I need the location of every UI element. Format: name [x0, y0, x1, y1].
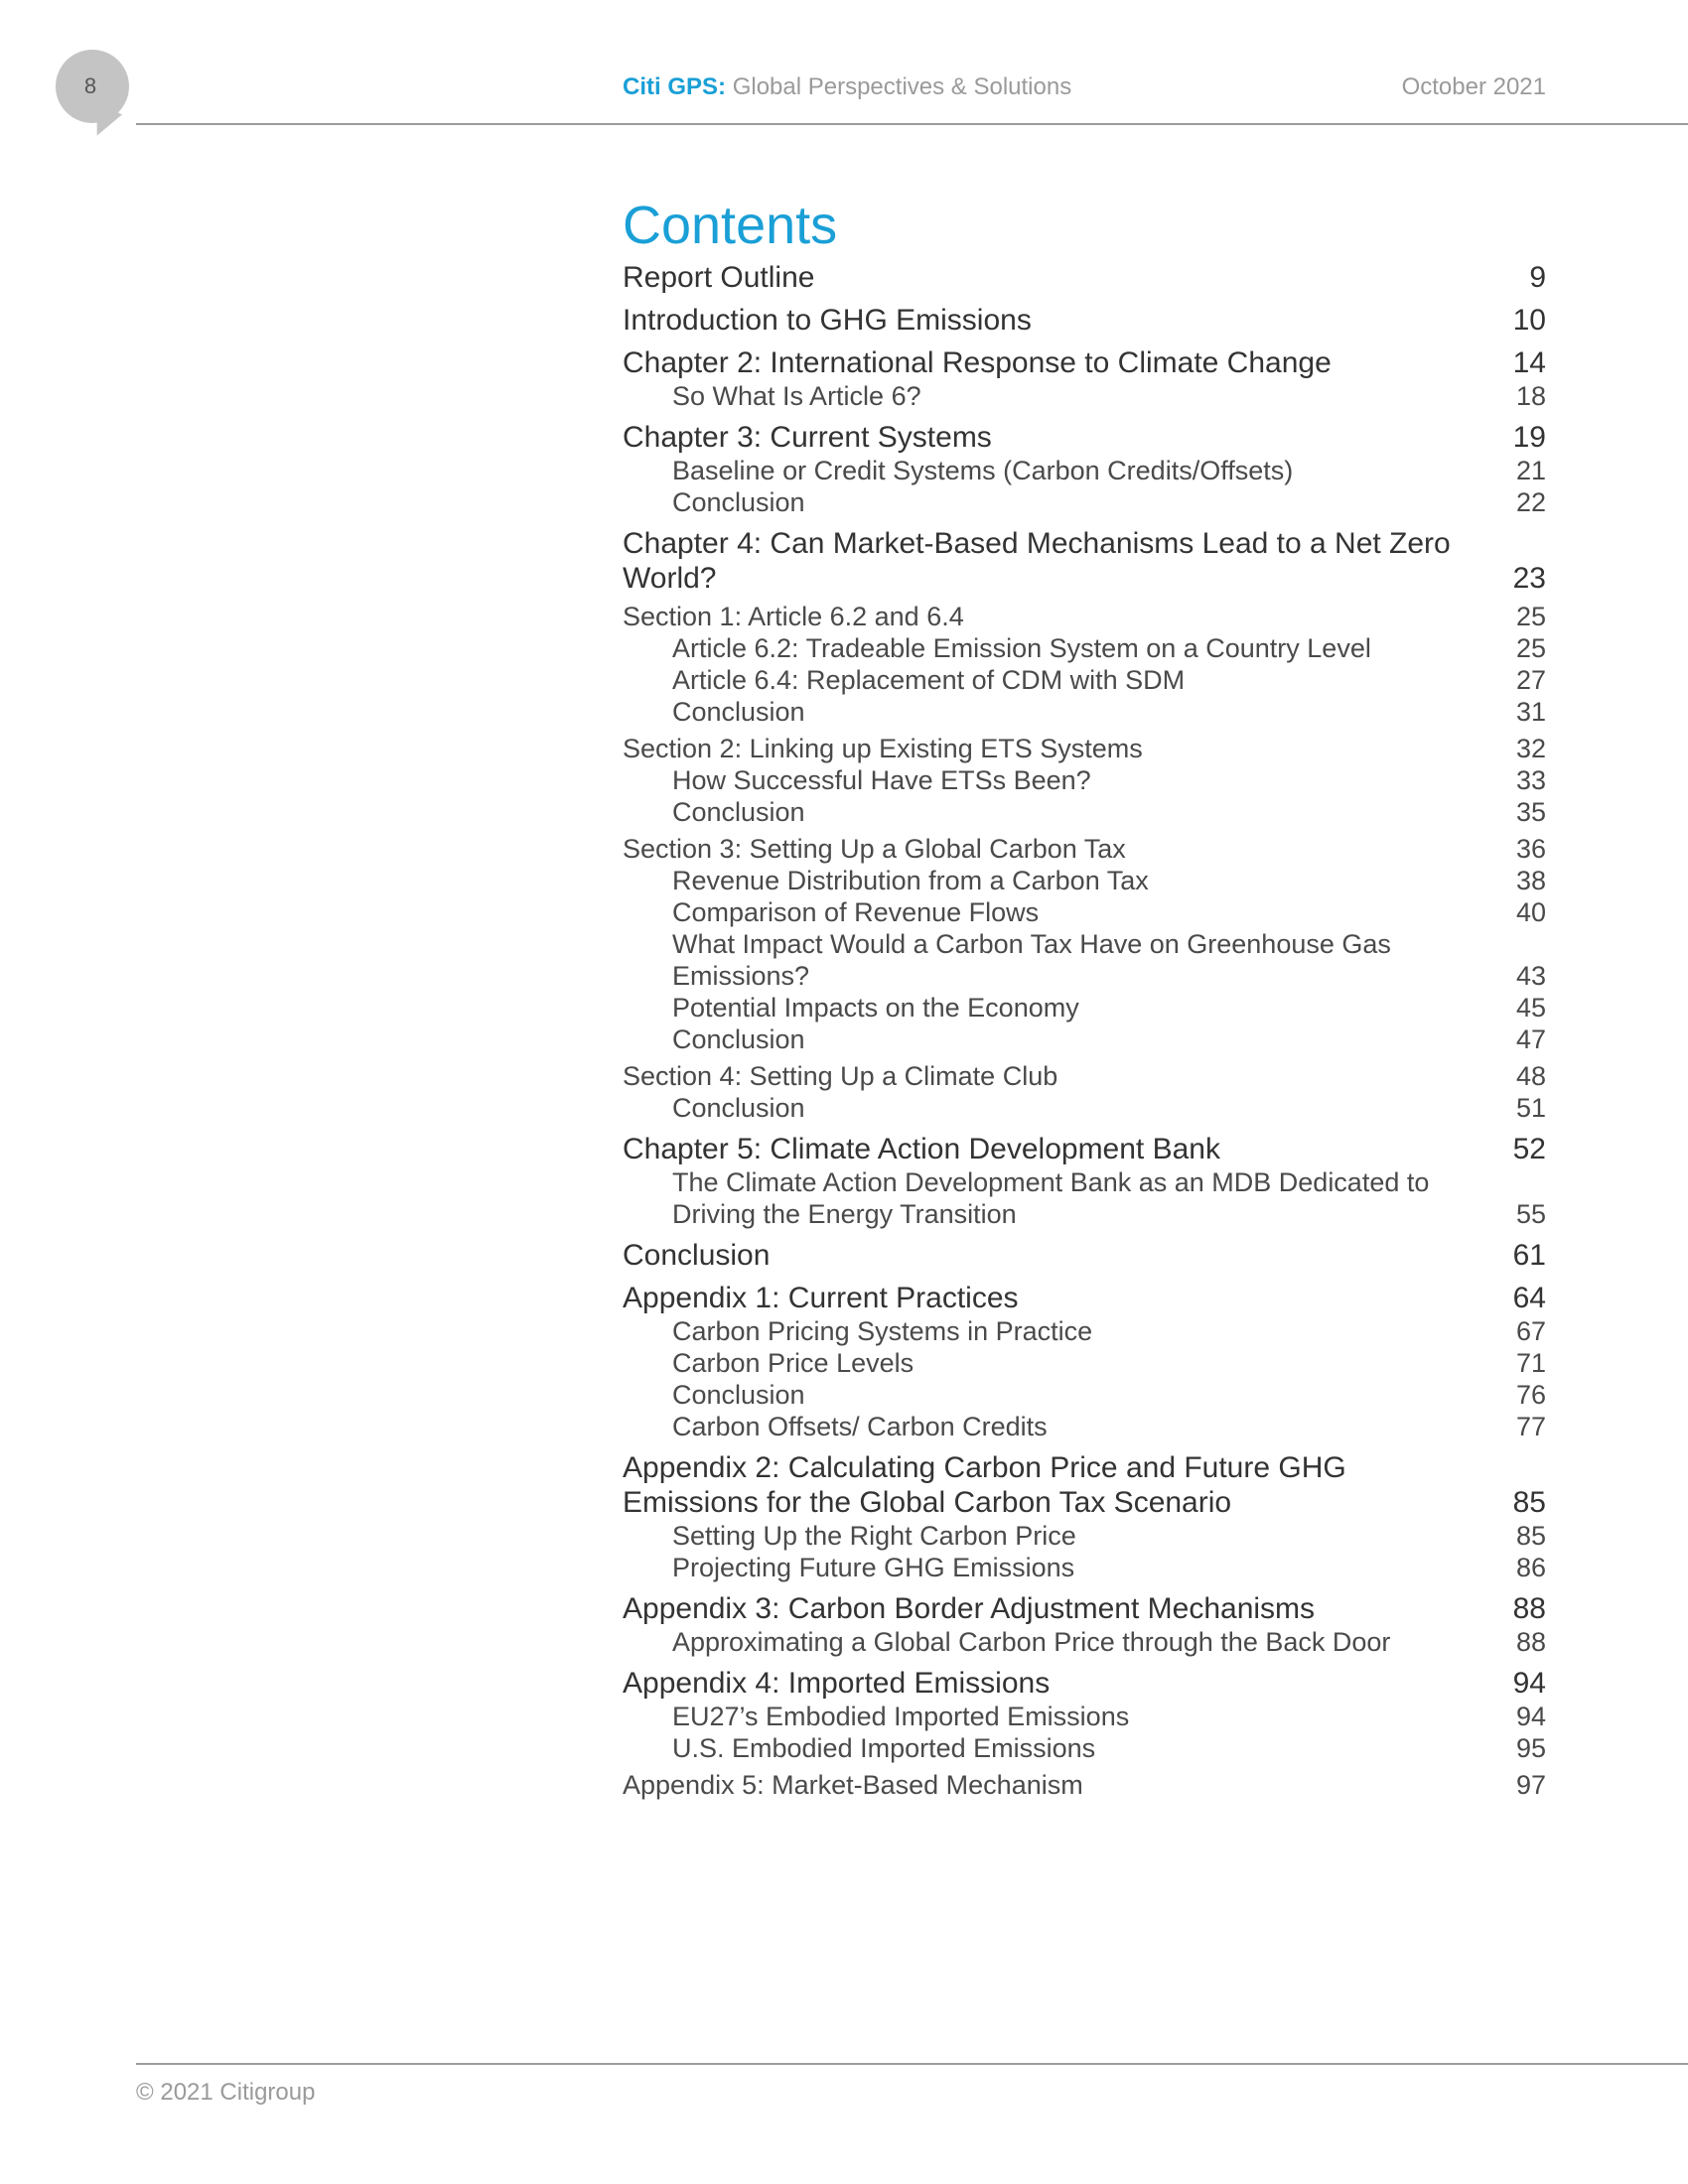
toc-entry-page: 47 — [1515, 1024, 1546, 1054]
toc-entry-title: Introduction to GHG Emissions — [623, 304, 1032, 337]
toc-entry-page: 38 — [1515, 866, 1546, 895]
toc-entry-page: 36 — [1515, 834, 1546, 864]
toc-entry-title: Chapter 5: Climate Action Development Bank — [623, 1133, 1220, 1165]
toc-entry-page: 9 — [1529, 261, 1546, 294]
toc-entry-title: Projecting Future GHG Emissions — [672, 1553, 1075, 1582]
footer-copyright: © 2021 Citigroup — [136, 2079, 316, 2106]
toc-entry[interactable] — [623, 1701, 1546, 1732]
toc-entry[interactable] — [623, 865, 1546, 896]
toc-entry-page: 51 — [1515, 1093, 1546, 1123]
toc-entry-page: 95 — [1515, 1733, 1546, 1763]
contents-title: Contents — [623, 196, 838, 255]
toc-entry-page: 32 — [1515, 734, 1546, 763]
toc-entry-title: Conclusion — [672, 1093, 805, 1123]
toc-entry-page: 67 — [1515, 1316, 1546, 1346]
header-date: October 2021 — [1401, 73, 1546, 100]
toc-entry-title: Chapter 2: International Response to Climate Change — [623, 346, 1332, 379]
toc-entry-title: Article 6.2: Tradeable Emission System on a Country Level — [672, 633, 1371, 663]
toc-entry-title: Conclusion — [672, 797, 805, 827]
toc-entry-title: Approximating a Global Carbon Price through the Back Door — [672, 1627, 1391, 1657]
toc-entry-title: Conclusion — [623, 1239, 771, 1272]
toc-entry[interactable] — [623, 664, 1546, 696]
toc-entry-title: Section 4: Setting Up a Climate Club — [623, 1061, 1058, 1091]
toc-entry[interactable] — [623, 380, 1546, 412]
toc-entry[interactable] — [623, 1347, 1546, 1379]
toc-entry[interactable] — [623, 1060, 1546, 1092]
toc-entry-page: 21 — [1515, 456, 1546, 485]
toc-entry[interactable] — [623, 455, 1546, 486]
toc-entry-title: U.S. Embodied Imported Emissions — [672, 1733, 1096, 1763]
toc-entry-page: 94 — [1515, 1702, 1546, 1731]
toc-entry-title: Conclusion — [672, 1024, 805, 1054]
toc-entry-page: 88 — [1512, 1592, 1546, 1625]
toc-entry-title: Section 1: Article 6.2 and 6.4 — [623, 602, 964, 631]
toc-entry[interactable] — [623, 1024, 1546, 1055]
toc-entry-page: 25 — [1515, 633, 1546, 663]
toc-entry-page: 45 — [1515, 993, 1546, 1023]
toc-entry-title: Report Outline — [623, 261, 815, 294]
toc-entry-title: Potential Impacts on the Economy — [672, 993, 1079, 1023]
toc-entry[interactable] — [623, 1315, 1546, 1347]
toc-entry-page: 77 — [1515, 1412, 1546, 1441]
toc-entry-page: 48 — [1515, 1061, 1546, 1091]
toc-entry-title: Chapter 4: Can Market-Based Mechanisms Lead to a Net Zero World? — [623, 527, 1451, 595]
toc-entry[interactable] — [623, 1379, 1546, 1411]
toc-entry-title: Article 6.4: Replacement of CDM with SDM — [672, 665, 1186, 695]
toc-entry-title: Carbon Pricing Systems in Practice — [672, 1316, 1093, 1346]
toc-entry[interactable] — [623, 1411, 1546, 1442]
toc-entry-title: Comparison of Revenue Flows — [672, 897, 1040, 927]
toc-entry-page: 97 — [1515, 1770, 1546, 1800]
toc-entry-title: Revenue Distribution from a Carbon Tax — [672, 866, 1149, 895]
toc-entry[interactable] — [623, 896, 1546, 928]
toc-entry[interactable] — [623, 486, 1546, 518]
toc-entry-page: 25 — [1515, 602, 1546, 631]
toc-entry[interactable] — [623, 1238, 1546, 1273]
toc-entry-page: 52 — [1512, 1133, 1546, 1165]
toc-entry-page: 88 — [1515, 1627, 1546, 1657]
toc-entry-title: What Impact Would a Carbon Tax Have on Greenhouse Gas Emissions? — [672, 929, 1391, 991]
toc-entry-page: 86 — [1515, 1553, 1546, 1582]
toc-entry[interactable] — [623, 1166, 1546, 1230]
toc-entry-page: 10 — [1512, 304, 1546, 337]
toc-entry[interactable] — [623, 1132, 1546, 1166]
toc-entry-page: 85 — [1515, 1521, 1546, 1551]
toc-entry[interactable] — [623, 303, 1546, 338]
toc-entry[interactable] — [623, 345, 1546, 380]
toc-entry-page: 40 — [1515, 897, 1546, 927]
toc-entry[interactable] — [623, 420, 1546, 455]
toc-entry-title: Carbon Offsets/ Carbon Credits — [672, 1412, 1048, 1441]
toc-entry-title: Conclusion — [672, 487, 805, 517]
toc-entry-title: Carbon Price Levels — [672, 1348, 914, 1378]
toc-entry-title: Chapter 3: Current Systems — [623, 421, 992, 454]
brand-label: Citi GPS: — [623, 73, 727, 100]
toc-entry[interactable] — [623, 1520, 1546, 1552]
toc-entry[interactable] — [623, 632, 1546, 664]
toc-entry[interactable] — [623, 1591, 1546, 1626]
toc-entry[interactable] — [623, 733, 1546, 764]
header-subtitle: Global Perspectives & Solutions — [732, 73, 1072, 100]
footer-divider — [136, 2063, 1688, 2065]
toc-entry-title: Appendix 5: Market-Based Mechanism — [623, 1770, 1083, 1800]
toc-entry[interactable] — [623, 833, 1546, 865]
toc-entry-page: 35 — [1515, 797, 1546, 827]
toc-entry[interactable] — [623, 526, 1546, 596]
toc-entry-title: Appendix 1: Current Practices — [623, 1282, 1019, 1314]
toc-entry-page: 19 — [1512, 421, 1546, 454]
toc-entry-page: 76 — [1515, 1380, 1546, 1410]
toc-entry-page: 23 — [1512, 562, 1546, 595]
toc-entry[interactable] — [623, 601, 1546, 632]
toc-entry-page: 64 — [1512, 1282, 1546, 1314]
toc-entry[interactable] — [623, 1092, 1546, 1124]
toc-entry-title: EU27’s Embodied Imported Emissions — [672, 1702, 1130, 1731]
toc-entry[interactable] — [623, 1552, 1546, 1583]
toc-entry-page: 61 — [1512, 1239, 1546, 1272]
toc-entry-page: 31 — [1515, 697, 1546, 727]
toc-entry[interactable] — [623, 1626, 1546, 1658]
toc-entry[interactable] — [623, 1281, 1546, 1315]
header-divider — [136, 123, 1688, 125]
toc-entry[interactable] — [623, 260, 1546, 295]
toc-entry-page: 94 — [1512, 1667, 1546, 1700]
toc-entry-page: 71 — [1515, 1348, 1546, 1378]
toc-entry[interactable] — [623, 796, 1546, 828]
toc-entry-page: 14 — [1512, 346, 1546, 379]
toc-entry[interactable] — [623, 1732, 1546, 1764]
page-number-badge — [56, 50, 129, 123]
toc-entry-title: The Climate Action Development Bank as an MDB Dedicated to Driving the Energy Transition — [672, 1167, 1430, 1229]
page-number: 8 — [83, 73, 97, 98]
toc-entry-page: 27 — [1515, 665, 1546, 695]
toc-entry-title: Baseline or Credit Systems (Carbon Credits/Offsets) — [672, 456, 1294, 485]
toc-entry-title: Section 2: Linking up Existing ETS Systems — [623, 734, 1143, 763]
toc-entry[interactable] — [623, 1666, 1546, 1701]
toc-entry-title: Section 3: Setting Up a Global Carbon Tax — [623, 834, 1126, 864]
toc-entry-title: Conclusion — [672, 1380, 805, 1410]
toc-entry[interactable] — [623, 1769, 1546, 1801]
toc-entry-title: How Successful Have ETSs Been? — [672, 765, 1091, 795]
toc-entry-page: 18 — [1515, 381, 1546, 411]
toc-entry[interactable] — [623, 1450, 1546, 1520]
toc-entry-page: 33 — [1515, 765, 1546, 795]
toc-entry-page: 85 — [1512, 1486, 1546, 1519]
toc-entry[interactable] — [623, 696, 1546, 728]
toc-entry[interactable] — [623, 992, 1546, 1024]
table-of-contents — [623, 260, 1546, 1801]
toc-entry[interactable] — [623, 928, 1546, 992]
publication-header — [623, 73, 1071, 101]
toc-entry-title: So What Is Article 6? — [672, 381, 921, 411]
toc-entry-title: Setting Up the Right Carbon Price — [672, 1521, 1076, 1551]
toc-entry-title: Appendix 4: Imported Emissions — [623, 1667, 1051, 1700]
toc-entry-page: 43 — [1515, 961, 1546, 991]
toc-entry-title: Appendix 3: Carbon Border Adjustment Mechanisms — [623, 1592, 1316, 1625]
toc-entry-page: 55 — [1515, 1199, 1546, 1229]
toc-entry[interactable] — [623, 764, 1546, 796]
toc-entry-title: Conclusion — [672, 697, 805, 727]
toc-entry-title: Appendix 2: Calculating Carbon Price and Future GHG Emissions for the Global Carbon Tax Scenario — [623, 1451, 1346, 1519]
toc-entry-page: 22 — [1515, 487, 1546, 517]
